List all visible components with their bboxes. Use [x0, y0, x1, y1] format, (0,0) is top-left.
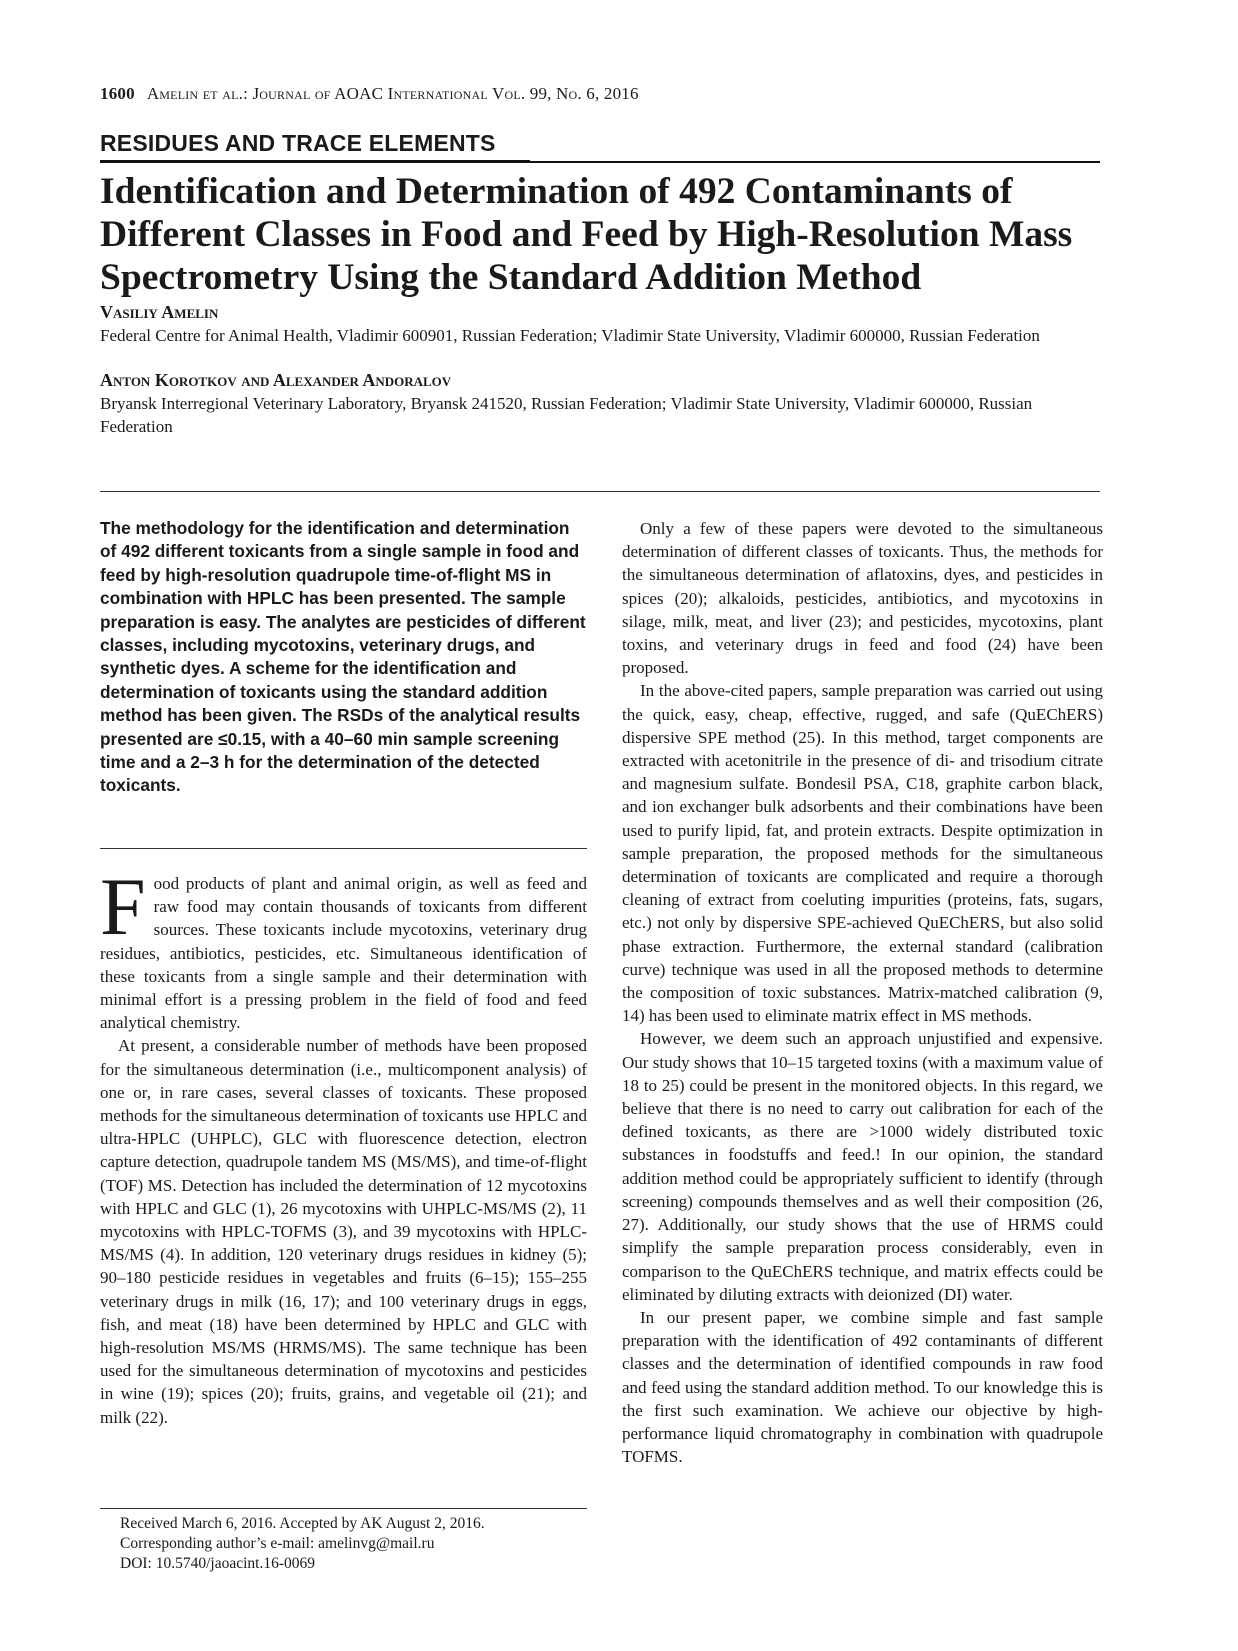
- affiliation-1: Federal Centre for Animal Health, Vladimir 600901, Russian Federation; Vladimir State University, Vladimir 600000, Russian Federation: [100, 326, 1040, 345]
- author-line-1: Vasiliy Amelin: [100, 302, 219, 322]
- drop-cap: F: [100, 861, 146, 952]
- footnote-received: Received March 6, 2016. Accepted by AK August 2, 2016.: [120, 1515, 485, 1532]
- intro-paragraph-5: However, we deem such an approach unjustified and expensive. Our study shows that 10–15 targeted toxins (with a maximum value of 18 to 25) could be present in the monitored objects. In this regard, we believe that there is no need to carry out calibration for each of the defined toxicants, as there are >1000 widely distributed toxic substances in foodstuffs and feed.! In our opinion, the standard addition method could be appropriately sufficient to identify (through screening) compounds themselves and as well their composition (26, 27). Additionally, our study shows that the use of HRMS could simplify the sample preparation process considerably, even in comparison to the QuEChERS technique, and matrix effects could be eliminated by diluting extracts with deionized (DI) water.: [622, 1029, 1103, 1304]
- body-column-right: [622, 517, 1103, 1468]
- running-head: [100, 84, 639, 104]
- intro-paragraph-1: [100, 861, 587, 1034]
- abstract-divider: [100, 848, 587, 849]
- author-line-2: Anton Korotkov and Alexander Andoralov: [100, 370, 452, 390]
- intro-paragraph-6: In our present paper, we combine simple and fast sample preparation with the identification of 492 contaminants of different classes and the determination of identified compounds in raw food and feed using the standard addition method. To our knowledge this is the first such examination. We achieve our objective by high-performance liquid chromatography in combination with quadrupole TOFMS.: [622, 1307, 1103, 1467]
- section-label: RESIDUES AND TRACE ELEMENTS: [100, 130, 496, 156]
- intro-paragraph-3: Only a few of these papers were devoted to the simultaneous determination of different classes of toxicants. Thus, the methods for the simultaneous determination of aflatoxins, dyes, and pesticides in spices (20); alkaloids, pesticides, antibiotics, and mycotoxins in silage, milk, meat, and liver (23); and pesticides, mycotoxins, plant toxins, and veterinary drugs in feed and food (24) have been proposed.: [622, 519, 1103, 678]
- section-rule: [100, 160, 530, 163]
- journal-citation: Amelin et al.: Journal of AOAC International Vol. 99, No. 6, 2016: [146, 84, 639, 103]
- footnotes: [120, 1514, 590, 1574]
- footnote-doi: DOI: 10.5740/jaoacint.16-0069: [120, 1555, 316, 1572]
- abstract: The methodology for the identification and determination of 492 different toxicants from a single sample in food and feed by high-resolution quadrupole time-of-flight MS in combination with HPLC has been presented. The sample preparation is easy. The analytes are pesticides of different classes, including mycotoxins, veterinary drugs, and synthetic dyes. A scheme for the identification and determination of toxicants using the standard addition method has been given. The RSDs of the analytical results presented are ≤0.15, with a 40–60 min sample screening time and a 2–3 h for the determination of the detected toxicants.: [100, 518, 586, 796]
- body-column-left: [100, 861, 587, 1429]
- footnote-divider: [100, 1508, 587, 1509]
- header-divider: [100, 491, 1100, 492]
- footnote-corresponding-author: Corresponding author’s e-mail: amelinvg@mail.ru: [120, 1535, 435, 1552]
- intro-paragraph-4: In the above-cited papers, sample preparation was carried out using the quick, easy, cheap, effective, rugged, and safe (QuEChERS) dispersive SPE method (25). In this method, target components are extracted with acetonitrile in the presence of di- and trisodium citrate and magnesium sulfate. Bondesil PSA, C18, graphite carbon black, and ion exchanger bulk adsorbents and their combinations have been used to purify lipid, fat, and protein extracts. Despite optimization in sample preparation, the proposed methods for the simultaneous determination of toxicants are complicated and require a thorough cleaning of extract from coeluting impurities (proteins, fats, sugars, etc.) not only by dispersive SPE-achieved QuEChERS, but also solid phase extraction. Furthermore, the external standard (calibration curve) technique was used in all the proposed methods to determine the composition of toxic substances. Matrix-matched calibration (9, 14) has been used to eliminate matrix effect in MS methods.: [622, 681, 1103, 1026]
- article-title: Identification and Determination of 492 Contaminants of Different Classes in Food and Feed by High-Resolution Mass Spectrometry Using the Standard Addition Method: [100, 171, 1073, 298]
- section-rule-extension: [530, 161, 1100, 163]
- intro-paragraph-2: At present, a considerable number of methods have been proposed for the simultaneous determination (i.e., multicomponent analysis) of one or, in rare cases, several classes of toxicants. These proposed methods for the simultaneous determination of toxicants use HPLC and ultra-HPLC (UHPLC), GLC with fluorescence detection, electron capture detection, quadrupole tandem MS (MS/MS), and time-of-flight (TOF) MS. Detection has included the determination of 12 mycotoxins with HPLC and GLC (1), 26 mycotoxins with UHPLC-MS/MS (2), 11 mycotoxins with HPLC-TOFMS (3), and 39 mycotoxins with HPLC-MS/MS (4). In addition, 120 veterinary drugs residues in kidney (5); 90–180 pesticide residues in vegetables and fruits (6–15); 155–255 veterinary drugs in milk (16, 17); and 100 veterinary drugs in eggs, fish, and meat (18) have been determined by HPLC and GLC with high-resolution MS/MS (HRMS/MS). The same technique has been used for the simultaneous determination of mycotoxins and pesticides in wine (19); spices (20); fruits, grains, and vegetable oil (21); and milk (22).: [100, 1036, 587, 1427]
- intro-paragraph-1-text: ood products of plant and animal origin, as well as feed and raw food may contain thousands of toxicants from different sources. These toxicants include mycotoxins, veterinary drug residues, antibiotics, pesticides, etc. Simultaneous identification of these toxicants from a single sample and their determination with minimal effort is a pressing problem in the field of food and feed analytical chemistry.: [100, 874, 587, 1033]
- page-number: 1600: [100, 84, 135, 103]
- affiliation-2: Bryansk Interregional Veterinary Laboratory, Bryansk 241520, Russian Federation; Vladimir State University, Vladimir 600000, Russian Federation: [100, 394, 1033, 436]
